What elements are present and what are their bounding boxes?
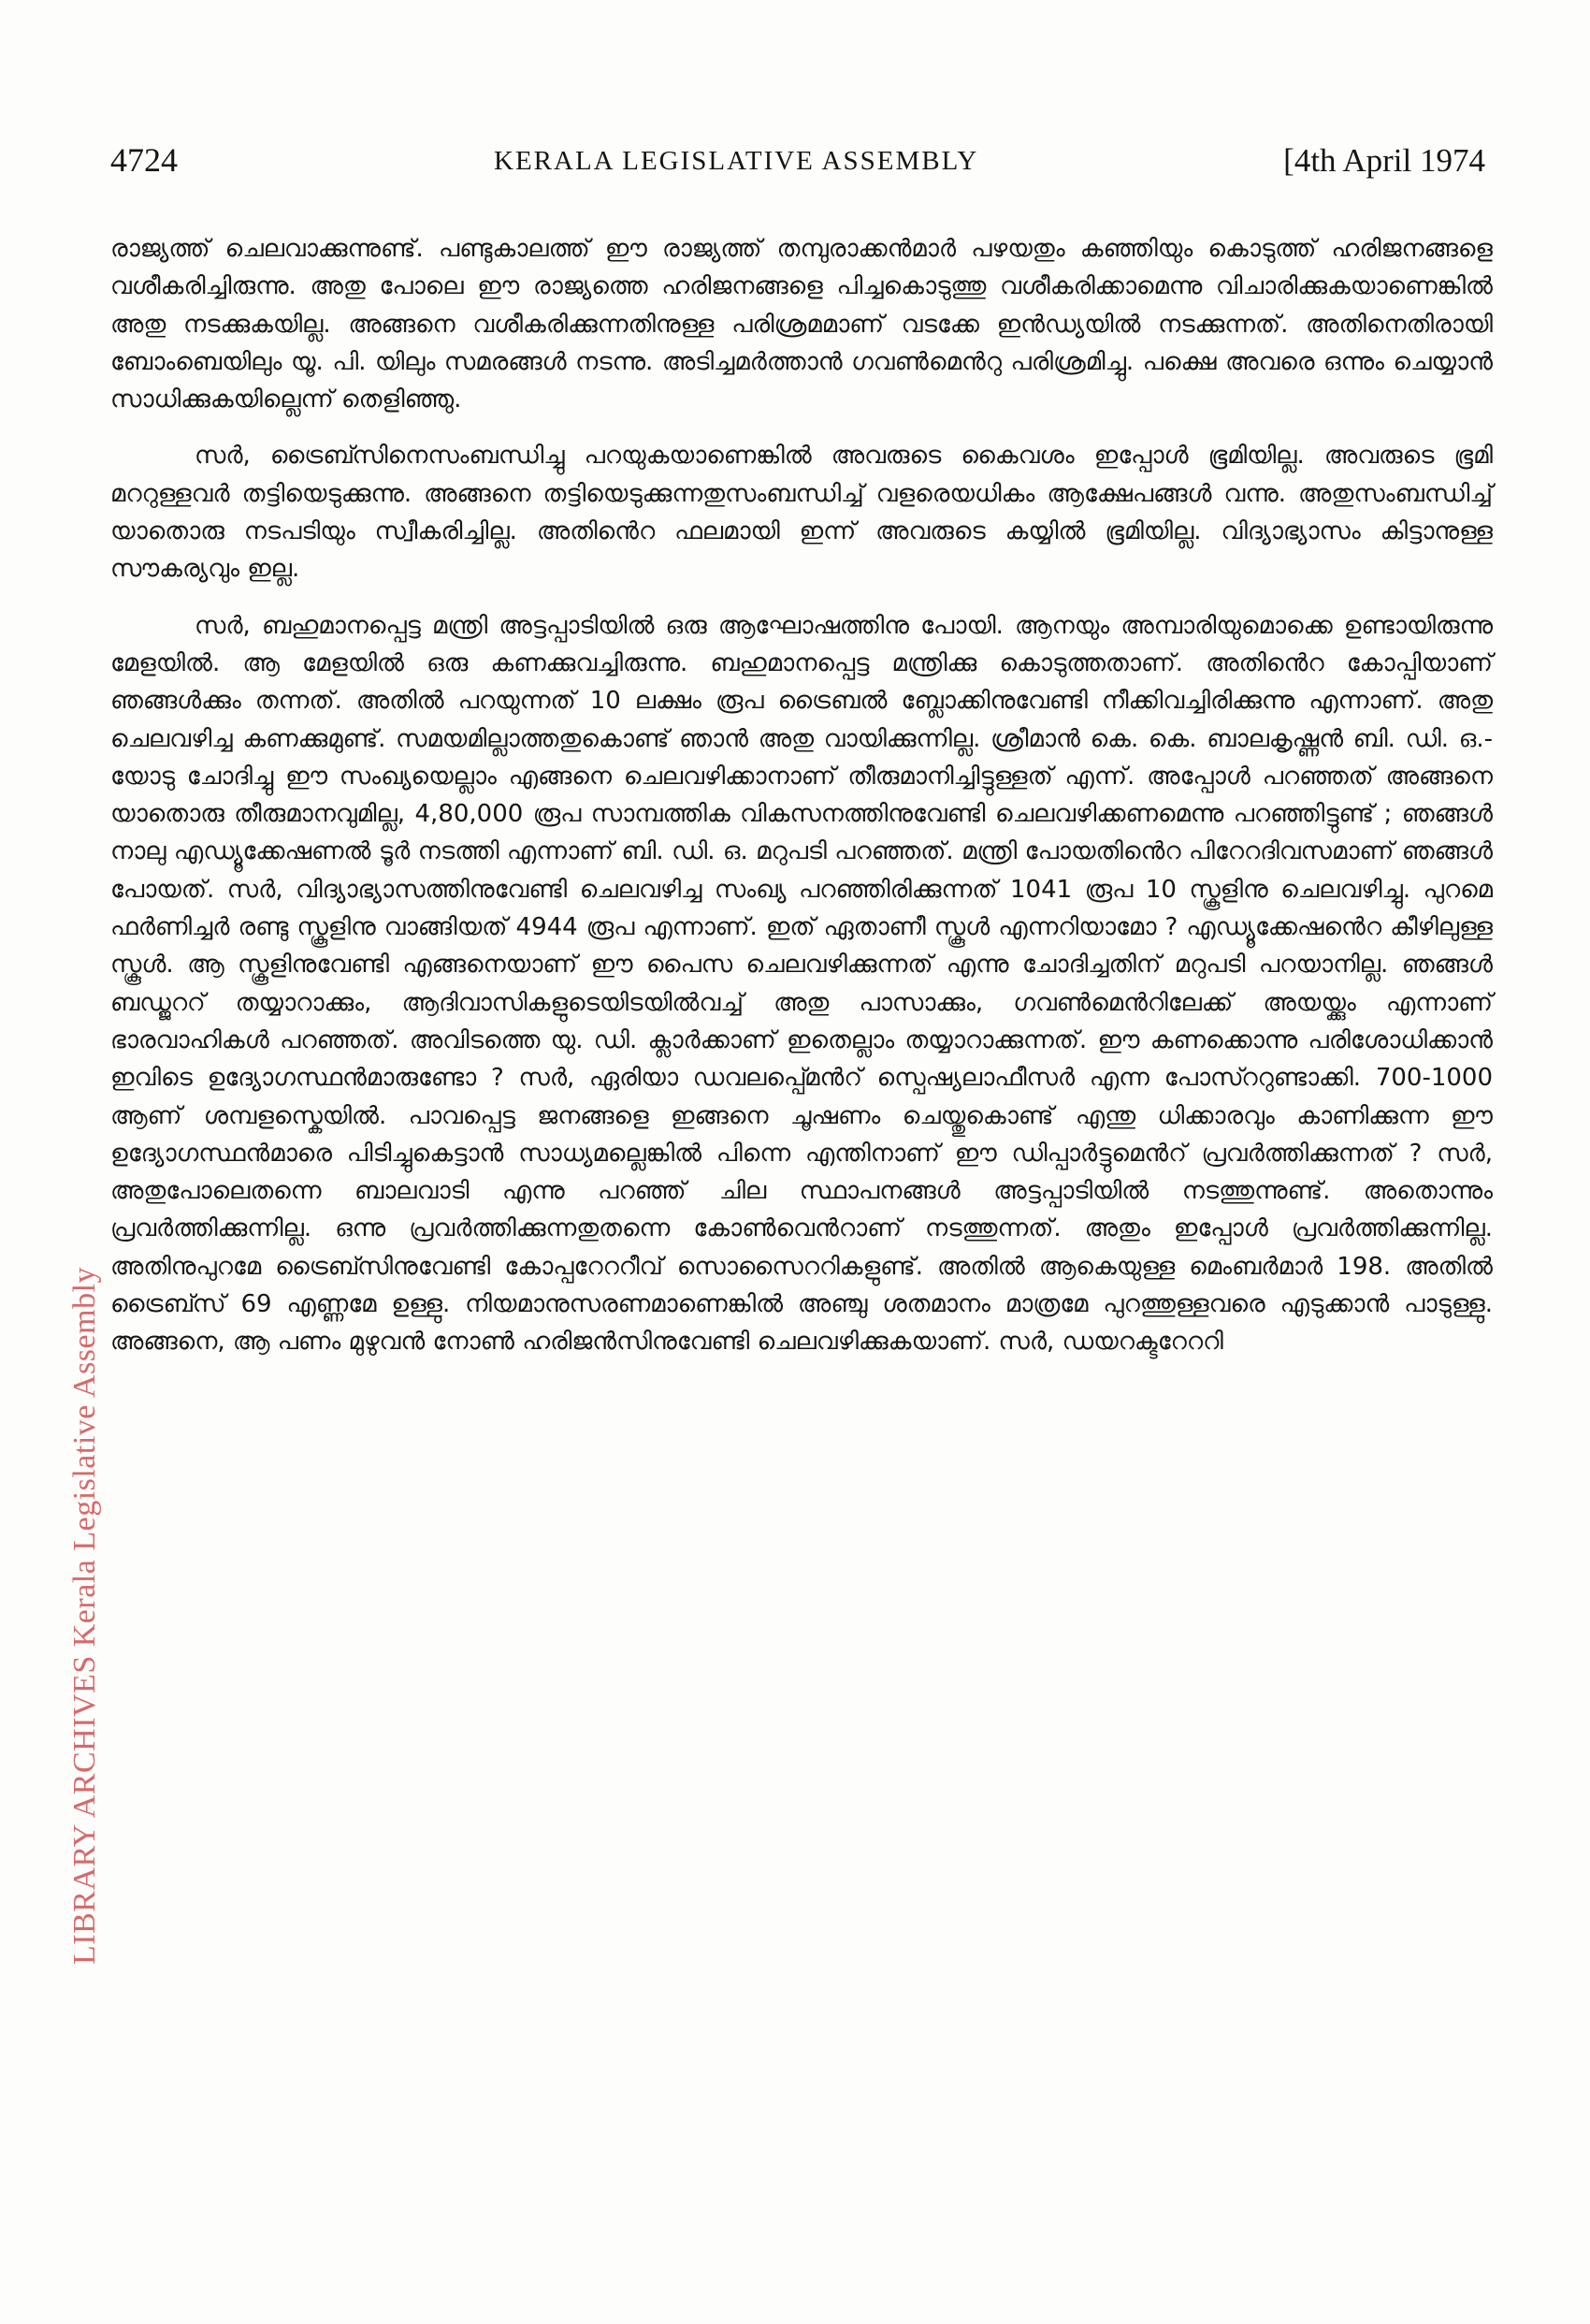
paragraph-3: സർ, ബഹുമാനപ്പെട്ട മന്ത്രി അട്ടപ്പാടിയിൽ ഒരു ആഘോഷത്തിനു പോയി. ആനയും അമ്പാരിയുമൊക്കെ ഉണ്ടായിരുന്നു മേളയിൽ. ആ മേളയിൽ ഒരു കണക്കുവച്ചിരുന്നു. ബഹുമാനപ്പെട്ട മന്ത്രിക്കു കൊടുത്തതാണ്. അതിൻെറ കോപ്പിയാണ് ഞങ്ങൾക്കും തന്നത്. അതിൽ പറയുന്നത് 10 ലക്ഷം രൂപ ട്രൈബൽ ബ്ലോക്കിനുവേണ്ടി നീക്കിവച്ചിരിക്കുന്നു എന്നാണ്. അതു ചെലവഴിച്ച കണക്കുമുണ്ട്. സമയമില്ലാത്തതുകൊണ്ട് ഞാൻ അതു വായിക്കുന്നില്ല. ശ്രീമാൻ കെ. കെ. ബാലകൃഷ്ണൻ ബി. ഡി. ഒ.-യോടു ചോദിച്ചു ഈ സംഖ്യയെല്ലാം എങ്ങനെ ചെലവഴിക്കാനാണ് തീരുമാനിച്ചിട്ടുള്ളത് എന്ന്. അപ്പോൾ പറഞ്ഞത് അങ്ങനെ യാതൊരു തീരുമാനവുമില്ല, 4,80,000 രൂപ സാമ്പത്തിക വികസനത്തിനുവേണ്ടി ചെലവഴിക്കണമെന്നു പറഞ്ഞിട്ടുണ്ട് ; ഞങ്ങൾ നാലു എഡ്യൂക്കേഷണൽ ടൂർ നടത്തി എന്നാണ് ബി. ഡി. ഒ. മറുപടി പറഞ്ഞത്. മന്ത്രി പോയതിൻെറ പിറേറദിവസമാണ് ഞങ്ങൾ പോയത്. സർ, വിദ്യാഭ്യാസത്തിനുവേണ്ടി ചെലവഴിച്ച സംഖ്യ പറഞ്ഞിരിക്കുന്നത് 1041 രൂപ 10 സ്കൂളിനു ചെലവഴിച്ചു. പുറമെ ഫർണിച്ചർ രണ്ടു സ്കൂളിനു വാങ്ങിയത് 4944 രൂപ എന്നാണ്. ഇത് ഏതാണീ സ്കൂൾ എന്നറിയാമോ ? എഡ്യൂക്കേഷൻെറ കീഴിലുള്ള സ്കൂൾ. ആ സ്കൂളിനുവേണ്ടി എങ്ങനെയാണ് ഈ പൈസ ചെലവഴിക്കുന്നത് എന്നു ചോദിച്ചതിന് മറുപടി പറയാനില്ല. ഞങ്ങൾ ബഡ്ജററ് തയ്യാറാക്കും, ആദിവാസികളുടെയിടയിൽവച്ച് അതു പാസാക്കും, ഗവൺമെൻറിലേക്ക് അയയ്ക്കും എന്നാണ് ഭാരവാഹികൾ പറഞ്ഞത്. അവിടത്തെ യു. ഡി. ക്ലാർക്കാണ് ഇതെല്ലാം തയ്യാറാക്കുന്നത്. ഈ കണക്കൊന്നു പരിശോധിക്കാൻ ഇവിടെ ഉദ്യോഗസ്ഥൻമാരുണ്ടോ ? സർ, ഏരിയാ ഡവലപ്പ്മെൻറ് സ്പെഷ്യലാഫീസർ എന്ന പോസ്ററുണ്ടാക്കി. 700-1000 ആണ് ശമ്പളസ്കെയിൽ. പാവപ്പെട്ട ജനങ്ങളെ ഇങ്ങനെ ചൂഷണം ചെയ്തുകൊണ്ട് എന്തു ധിക്കാരവും കാണിക്കുന്ന ഈ ഉദ്യോഗസ്ഥൻമാരെ പിടിച്ചുകെട്ടാൻ സാധ്യമല്ലെങ്കിൽ പിന്നെ എന്തിനാണ് ഈ ഡിപ്പാർട്ടുമെൻറ് പ്രവർത്തിക്കുന്നത് ? സർ, അതുപോലെതന്നെ ബാലവാടി എന്നു പറഞ്ഞ് ചില സ്ഥാപനങ്ങൾ അട്ടപ്പാടിയിൽ നടത്തുന്നുണ്ട്. അതൊന്നും പ്രവർത്തിക്കുന്നില്ല. ഒന്നു പ്രവർത്തിക്കുന്നതുതന്നെ കോൺവെൻറാണ് നടത്തുന്നത്. അതും ഇപ്പോൾ പ്രവർത്തിക്കുന്നില്ല. അതിനുപുറമേ ട്രൈബ്സിനുവേണ്ടി കോപ്പറേററീവ് സൊസൈററികളുണ്ട്. അതിൽ ആകെയുള്ള മെംബർമാർ 198. അതിൽ ട്രൈബ്സ് 69 എണ്ണമേ ഉള്ളു. നിയമാനുസരണമാണെങ്കിൽ അഞ്ചു ശതമാനം മാത്രമേ പുറത്തുള്ളവരെ എടുക്കാൻ പാടുള്ളു. അങ്ങനെ, ആ പണം മുഴുവൻ നോൺ ഹരിജൻസിനുവേണ്ടി ചെലവഴിക്കുകയാണ്. സർ, ഡയറക്ടറേററി [110,611,1493,1357]
session-date: [4th April 1974 [1283,142,1485,179]
running-title: KERALA LEGISLATIVE ASSEMBLY [494,146,979,176]
page-number: 4724 [110,141,178,179]
page-header [110,140,1493,196]
proceedings-text [110,230,1493,1380]
paragraph-1: രാജ്യത്ത് ചെലവാക്കുന്നുണ്ട്. പണ്ടുകാലത്ത് ഈ രാജ്യത്ത് തമ്പുരാക്കൻമാർ പഴയതും കഞ്ഞിയും കൊടുത്ത് ഹരിജനങ്ങളെ വശീകരിച്ചിരുന്നു. അതു പോലെ ഈ രാജ്യത്തെ ഹരിജനങ്ങളെ പിച്ചകൊടുത്തു വശീകരിക്കാമെന്നു വിചാരിക്കുകയാണെങ്കിൽ അതു നടക്കുകയില്ല. അങ്ങനെ വശീകരിക്കുന്നതിനുള്ള പരിശ്രമമാണ് വടക്കേ ഇൻഡ്യയിൽ നടക്കുന്നത്. അതിനെതിരായി ബോംബെയിലും യൂ. പി. യിലും സമരങ്ങൾ നടന്നു. അടിച്ചമർത്താൻ ഗവൺമെൻറു പരിശ്രമിച്ചു. പക്ഷെ അവരെ ഒന്നും ചെയ്യാൻ സാധിക്കുകയില്ലെന്ന് തെളിഞ്ഞു. [110,235,1493,414]
archive-watermark: LIBRARY ARCHIVES Kerala Legislative Assembly [67,1266,102,1965]
paragraph-2: സർ, ട്രൈബ്സിനെസംബന്ധിച്ചു പറയുകയാണെങ്കിൽ അവരുടെ കൈവശം ഇപ്പോൾ ഭൂമിയില്ല. അവരുടെ ഭൂമി മററുള്ളവർ തട്ടിയെടുക്കുന്നു. അങ്ങനെ തട്ടിയെടുക്കുന്നതുസംബന്ധിച്ച് വളരെയധികം ആക്ഷേപങ്ങൾ വന്നു. അതുസംബന്ധിച്ച് യാതൊരു നടപടിയും സ്വീകരിച്ചില്ല. അതിൻെറ ഫലമായി ഇന്ന് അവരുടെ കയ്യിൽ ഭൂമിയില്ല. വിദ്യാഭ്യാസം കിട്ടാനുള്ള സൗകര്യവും ഇല്ല. [110,442,1493,584]
